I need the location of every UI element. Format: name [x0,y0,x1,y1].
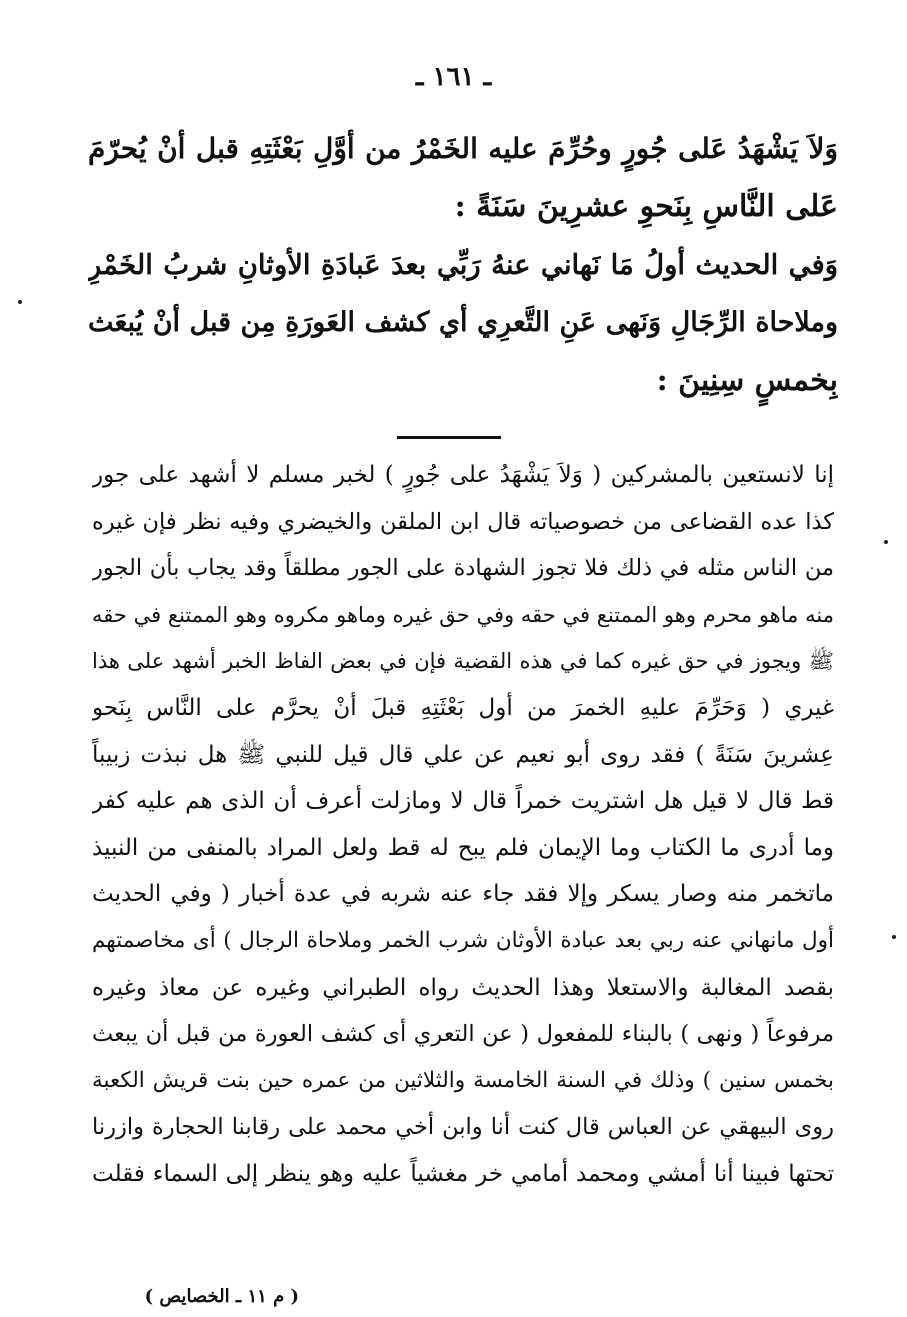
main-line: عَلى النَّاسِ بِنَحوِ عشرِينَ سَنَةً : [454,189,838,224]
commentary-line: روى البيهقي عن العباس قال كنت أنا وابن أخي محمد على رقابنا الحجارة وازرنا [92,1114,834,1141]
commentary-line: إنا لانستعين بالمشركين ( وَلاَ يَشْهَدُ على جُورٍ ) لخبر مسلم لا أشهد على جور [92,462,834,488]
scan-speck [18,300,22,304]
commentary-line: ماتخمر منه وصار يسكر وإلا فقد جاء عنه شربه في عدة أخبار ( وفي الحديث [92,881,834,908]
main-line: وملاحاة الرِّجَالِ وَنَهى عَنِ التَّعرِي أي كشف العَورَةِ مِن قبل أنْ يُبعَث [88,307,838,338]
page-number: ـ ١٦١ ـ [415,62,492,92]
commentary-line: من الناس مثله في ذلك فلا تجوز الشهادة على الجور مطلقاً وقد يجاب بأن الجور [92,555,834,582]
commentary-line: ﷺ ويجوز في حق غيره كما في هذه القضية فإن في بعض الفاظ الخبر أشهد على هذا [92,649,834,674]
commentary-line: كذا عده القضاعى من خصوصياته قال ابن الملقن والخيضري وفيه نظر فإن غيره [92,508,834,535]
commentary-line: غيري ( وَحَرِّمَ عليهِ الخمرَ من أول بَعْثَتِهِ قبلَ أنْ يحرَّم على النَّاس بِنَحو [92,694,834,721]
main-line: بِخمسٍ سِنِينَ : [656,363,838,398]
commentary-line: بخمس سنين ) وذلك في السنة الخامسة والثلاثين من عمره حين بنت قريش الكعبة [92,1067,834,1093]
main-line: وَلاَ يَشْهَدُ عَلى جُورٍ وحُرِّمَ عليه الخَمْرُ من أوَّلِ بَعْثَتِهِ قبل أنْ يُحرّمَ [88,132,838,165]
commentary-line: تحتها فبينا أنا أمشي ومحمد أمامي خر مغشياً عليه وهو ينظر إلى السماء فقلت [92,1160,834,1187]
commentary-line: وما أدرى ما الكتاب وما الإيمان فلم يبح له قط ولعل المراد بالمنفى من النبيذ [92,834,834,861]
main-text [88,120,838,410]
scan-speck [892,935,896,939]
scan-speck [884,540,888,544]
commentary-text [92,452,834,1198]
signature-footer [0,1286,907,1316]
main-line: وَفي الحديث أولُ مَا نَهاني عنهُ رَبِّي بعدَ عَبادَةِ الأوثانِ شربُ الخَمْرِ [88,249,838,281]
signature-label: ( م ١١ ـ الخصايص ) [144,1286,299,1307]
separator-rule [397,436,501,439]
commentary-line: منه ماهو محرم وهو الممتنع في حقه وفي حق غيره وماهو مكروه وهو الممتنع في حقه [92,602,834,627]
commentary-line: أول مانهاني عنه ربي بعد عبادة الأوثان شرب الخمر وملاحاة الرجال ) أى مخاصمتهم [92,927,834,953]
commentary-line: بقصد المغالبة والاستعلا وهذا الحديث رواه الطبراني وغيره عن معاذ وغيره [92,974,834,1001]
commentary-line: مرفوعاً ( ونهى ) بالبناء للمفعول ( عن التعري أى كشف العورة من قبل أن يبعث [92,1021,834,1048]
commentary-line: قط قال لا قيل هل اشتريت خمراً قال لا ومازلت أعرف أن الذى هم عليه كفر [92,788,834,815]
commentary-line: عِشرينَ سَنَةً ) فقد روى أبو نعيم عن علي قال قيل للنبي ﷺ هل نبذت زبيباً [92,741,834,768]
